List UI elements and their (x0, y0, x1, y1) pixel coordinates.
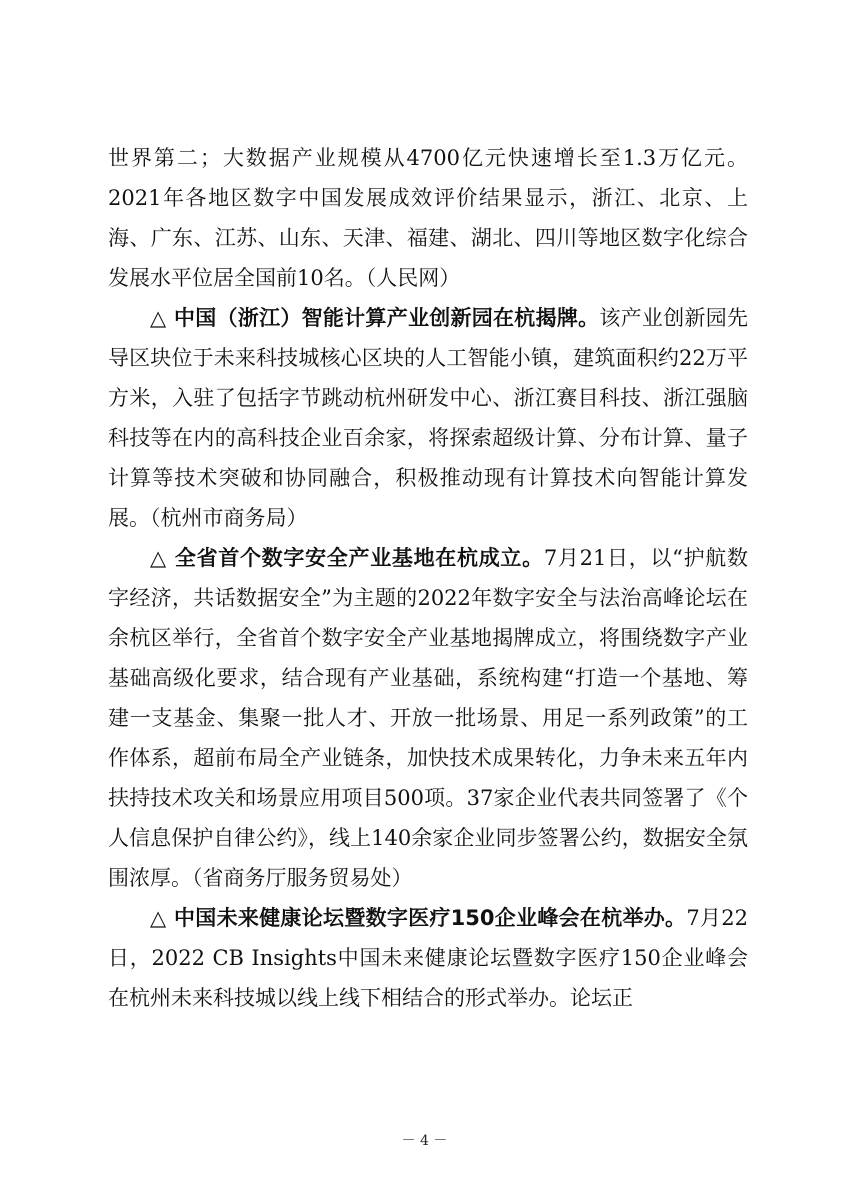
paragraph-4 (108, 898, 748, 1018)
paragraph-3 (108, 538, 748, 898)
paragraph-2-headline: △ 中国（浙江）智能计算产业创新园在杭揭牌。 (150, 306, 600, 330)
paragraph-3-headline: △ 全省首个数字安全产业基地在杭成立。 (150, 546, 544, 570)
paragraph-2-body: 该产业创新园先导区块位于未来科技城核心区块的人工智能小镇，建筑面积约22万平方米，入驻了包括字节跳动杭州研发中心、浙江赛目科技、浙江强脑科技等在内的高科技企业百余家，将探索超级计算、分布计算、量子计算等技术突破和协同融合，积极推动现有计算技术向智能计算发展。（杭州市商务局） (108, 306, 749, 530)
paragraph-1 (108, 138, 748, 298)
paragraph-2 (108, 298, 748, 538)
paragraph-4-headline: △ 中国未来健康论坛暨数字医疗150企业峰会在杭举办。 (150, 906, 687, 930)
page-number: － 4 － (401, 1133, 448, 1149)
document-body (108, 138, 748, 1018)
paragraph-4-body: 7月22日，2022 CB Insights中国未来健康论坛暨数字医疗150企业峰会在杭州未来科技城以线上线下相结合的形式举办。论坛正 (108, 906, 748, 1010)
paragraph-3-body: 7月21日，以“护航数字经济，共话数据安全”为主题的2022年数字安全与法治高峰论坛在余杭区举行，全省首个数字安全产业基地揭牌成立，将围绕数字产业基础高级化要求，结合现有产业基础，系统构建“打造一个基地、筹建一支基金、集聚一批人才、开放一批场景、用足一系列政策”的工作体系，超前布局全产业链条，加快技术成果转化，力争未来五年内扶持技术攻关和场景应用项目500项。37家企业代表共同签署了《个人信息保护自律公约》，线上140余家企业同步签署公约，数据安全氛围浓厚。（省商务厅服务贸易处） (108, 546, 748, 890)
paragraph-1-body: 世界第二；大数据产业规模从4700亿元快速增长至1.3万亿元。2021年各地区数字中国发展成效评价结果显示，浙江、北京、上海、广东、江苏、山东、天津、福建、湖北、四川等地区数字化综合发展水平位居全国前10名。（人民网） (108, 146, 748, 290)
